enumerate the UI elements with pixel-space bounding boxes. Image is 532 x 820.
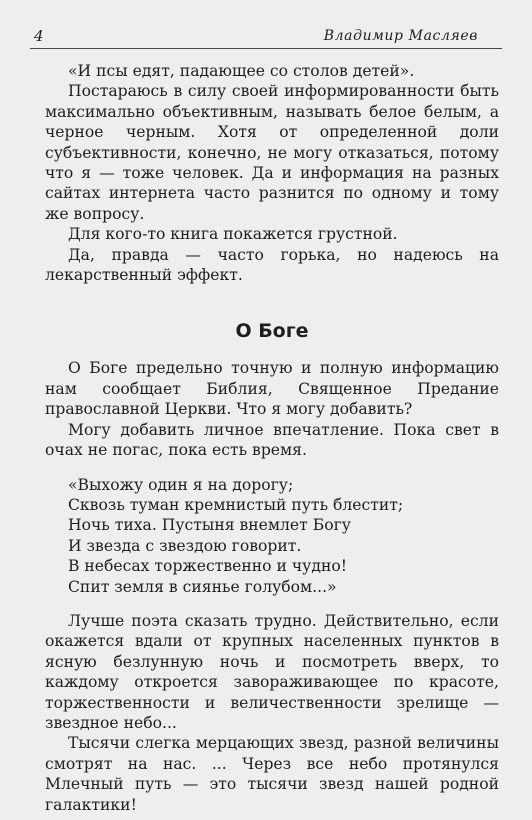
- poem-line: И звезда с звездою говорит.: [68, 536, 302, 555]
- poem-line: Спит земля в сиянье голубом...»: [68, 577, 337, 596]
- intro-paragraph: Да, правда — часто горька, но надеюсь на лекарственный эффект.: [45, 245, 499, 285]
- poem-line: Сквозь туман кремнистый путь блестит;: [68, 495, 404, 514]
- poem-quote: [68, 475, 499, 597]
- section-paragraph: Могу добавить личное впечатление. Пока свет в очах не погас, пока есть время.: [45, 420, 499, 460]
- poem-line: Ночь тиха. Пустыня внемлет Богу: [68, 516, 351, 535]
- page-number: 4: [34, 27, 44, 45]
- page-header: [30, 26, 502, 49]
- poem-line: «Выхожу один я на дорогу;: [68, 475, 294, 494]
- intro-paragraph: Для кого-то книга покажется грустной.: [68, 225, 398, 244]
- page-body: [45, 61, 499, 815]
- poem-line: В небесах торжественно и чудно!: [68, 557, 347, 576]
- intro-paragraph: Постараюсь в силу своей информированности быть максимально объективным, называть белое белым, а черное черным. Хотя от определенной доли субъективности, конечно, не могу отказаться, потому что я — тоже человек. Да и информация на разных сайтах интернета часто разнится по одному и тому же вопросу.: [45, 82, 499, 223]
- section-paragraph: Тысячи слегка мерцающих звезд, разной величины смотрят на нас. ... Через все небо протянулся Млечный путь — это тысячи звезд нашей родной галактики!: [45, 734, 499, 814]
- running-title: Владимир Масляев: [323, 28, 478, 44]
- section-paragraph: Лучше поэта сказать трудно. Действительно, если окажется вдали от крупных населенных пунктов в ясную безлунную ночь и посмотреть вверх, то каждому откроется завораживающее по красоте, торжественности и величественности зрелище — звездное небо...: [45, 611, 499, 732]
- epigraph-paragraph: «И псы едят, падающее со столов детей».: [68, 62, 415, 80]
- section-paragraph: О Боге предельно точную и полную информацию нам сообщает Библия, Священное Предание православной Церкви. Что я могу добавить?: [45, 359, 499, 419]
- section-title: О Боге: [235, 320, 309, 343]
